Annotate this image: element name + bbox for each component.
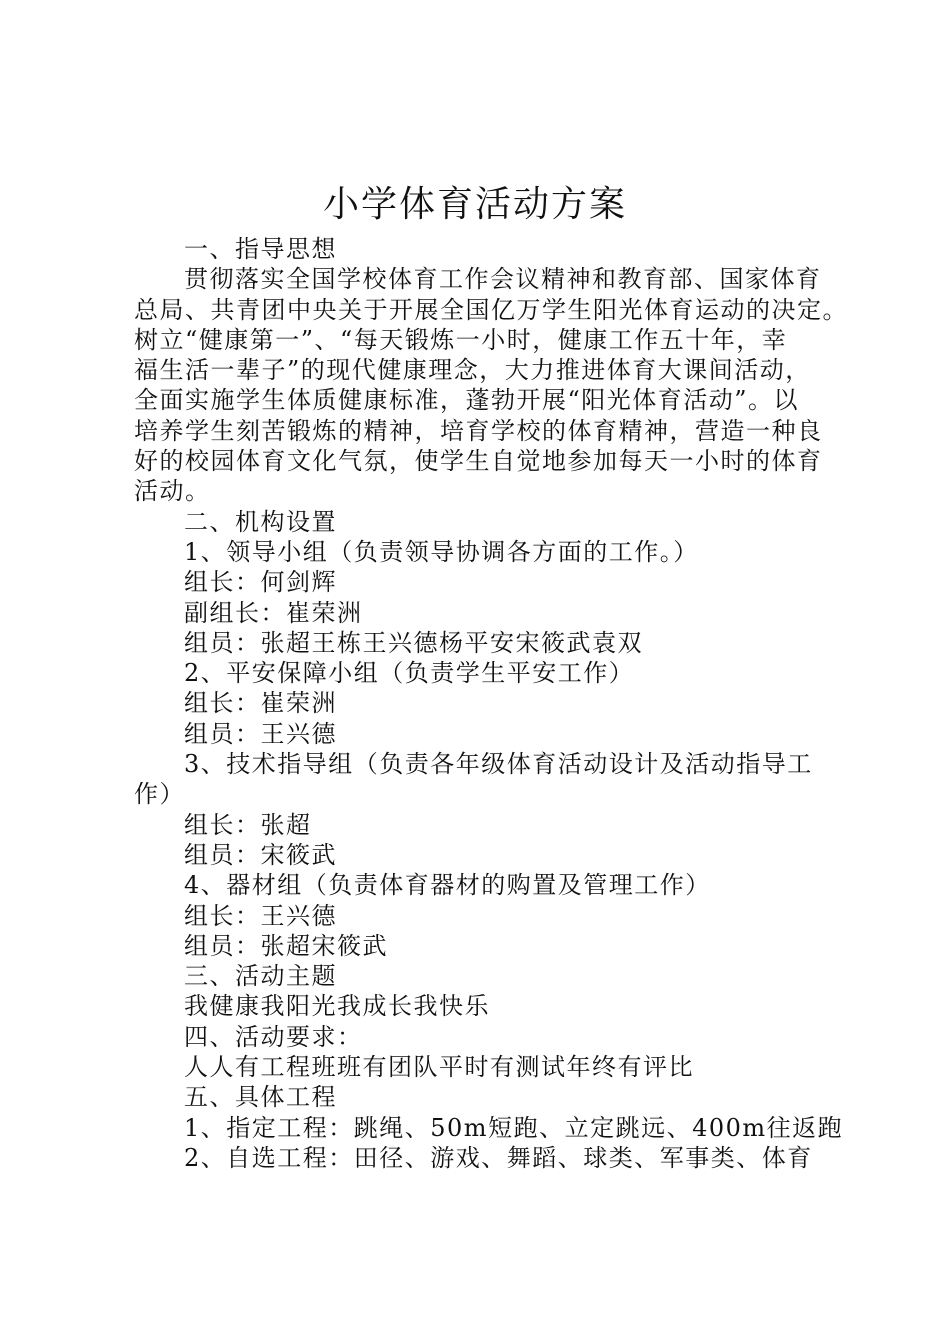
text-line: 4、器材组（负责体育器材的购置及管理工作）	[184, 871, 711, 900]
text-line: 副组长：崔荣洲	[184, 598, 363, 627]
text-line: 1、领导小组（负责领导协调各方面的工作。）	[184, 537, 699, 566]
text-line: 组员：张超宋筱武	[184, 931, 388, 960]
text-line: 3、技术指导组（负责各年级体育活动设计及活动指导工	[184, 750, 813, 779]
text-line: 贯彻落实全国学校体育工作会议精神和教育部、国家体育	[184, 265, 822, 294]
text-line: 组员：王兴德	[184, 719, 337, 748]
text-line: 组长：王兴德	[184, 901, 337, 930]
text-line: 2、自选工程：田径、游戏、舞蹈、球类、军事类、体育	[184, 1143, 813, 1172]
text-line: 组员：宋筱武	[184, 840, 337, 869]
text-line: 作）	[134, 780, 185, 809]
text-line: 四、活动要求：	[184, 1022, 363, 1051]
text-line: 全面实施学生体质健康标准，蓬勃开展“阳光体育活动”。以	[134, 386, 800, 415]
text-line: 五、具体工程	[184, 1083, 337, 1112]
text-line: 总局、共青团中央关于开展全国亿万学生阳光体育运动的决定。	[134, 295, 848, 324]
text-line: 1、指定工程：跳绳、50m短跑、立定跳远、400m往返跑	[184, 1113, 844, 1142]
text-line: 2、平安保障小组（负责学生平安工作）	[184, 659, 635, 688]
text-line: 组长：何剑辉	[184, 568, 337, 597]
text-line: 一、指导思想	[184, 235, 337, 263]
document-title: 小学体育活动方案	[322, 184, 627, 225]
text-line: 组长：张超	[184, 810, 312, 839]
text-line: 组长：崔荣洲	[184, 689, 337, 718]
text-line: 培养学生刻苦锻炼的精神，培育学校的体育精神，营造一种良	[134, 416, 823, 445]
text-line: 福生活一辈子”的现代健康理念，大力推进体育大课间活动，	[134, 356, 811, 385]
text-line: 人人有工程班班有团队平时有测试年终有评比	[184, 1053, 694, 1082]
text-line: 我健康我阳光我成长我快乐	[184, 992, 490, 1021]
text-line: 树立“健康第一”、“每天锻炼一小时，健康工作五十年，幸	[134, 325, 788, 354]
document-body	[134, 234, 848, 1173]
text-line: 三、活动主题	[184, 962, 337, 991]
text-line: 组员：张超王栋王兴德杨平安宋筱武袁双	[184, 628, 643, 657]
text-line: 二、机构设置	[184, 507, 337, 536]
text-line: 好的校园体育文化气氛，使学生自觉地参加每天一小时的体育	[134, 447, 823, 476]
text-line: 活动。	[134, 477, 211, 506]
